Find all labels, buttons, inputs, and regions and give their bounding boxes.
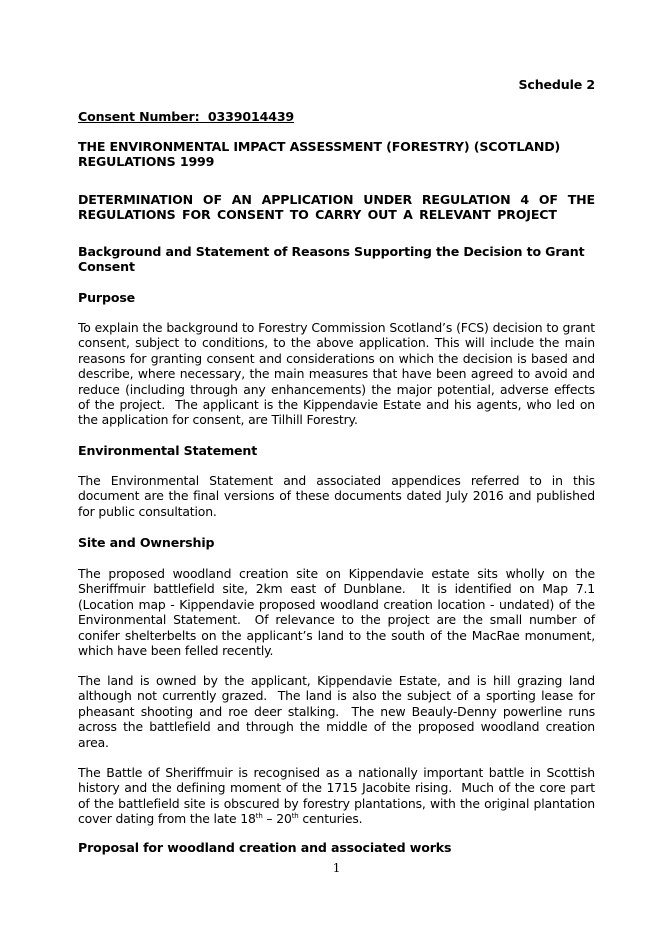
section-heading-site-ownership: Site and Ownership <box>78 535 215 550</box>
section-heading-purpose: Purpose <box>78 290 136 305</box>
background-heading: Background and Statement of Reasons Supporting the Decision to Grant Consent <box>78 244 585 275</box>
superscript-th-1: th <box>255 812 263 821</box>
battle-text-middle: – 20 <box>262 811 292 827</box>
section-heading-proposal: Proposal for woodland creation and associated works <box>78 840 452 855</box>
battle-text-after: centuries. <box>298 811 363 827</box>
superscript-th-2: th <box>291 812 299 821</box>
environmental-statement-paragraph: The Environmental Statement and associated appendices referred to in this document are the final versions of these documents dated July 2016 and published for public consultation. <box>78 473 595 519</box>
site-paragraph-3 <box>78 765 599 827</box>
purpose-paragraph: To explain the background to Forestry Commission Scotland’s (FCS) decision to grant consent, subject to conditions, to the above application. This will include the main reasons for granting consent and considerations on which the decision is based and describe, where necessary, the main measures that have been agreed to avoid and reduce (including through any enhancements) the major potential, adverse effects of the project. The applicant is the Kippendavie Estate and his agents, who led on the application for consent, are Tilhill Forestry. <box>78 320 599 428</box>
regulations-title: THE ENVIRONMENTAL IMPACT ASSESSMENT (FORESTRY) (SCOTLAND) REGULATIONS 1999 <box>78 139 561 170</box>
schedule-label: Schedule 2 <box>518 77 595 92</box>
page-number: 1 <box>332 861 341 875</box>
determination-title: DETERMINATION OF AN APPLICATION UNDER REGULATION 4 OF THE REGULATIONS FOR CONSENT TO CARRY OUT A RELEVANT PROJECT <box>78 192 595 223</box>
section-heading-environmental-statement: Environmental Statement <box>78 443 258 458</box>
battle-text-before: The Battle of Sheriffmuir is recognised as a nationally important battle in Scottish history and the defining moment of the 1715 Jacobite rising. Much of the core part of the battlefield site is obscured by forestry plantations, with the original plantation cover dating from the late 18 <box>78 765 599 827</box>
site-paragraph-2: The land is owned by the applicant, Kippendavie Estate, and is hill grazing land although not currently grazed. The land is also the subject of a sporting lease for pheasant shooting and roe deer stalking. The new Beauly-Denny powerline runs across the battlefield and through the middle of the proposed woodland creation area. <box>78 673 599 750</box>
site-paragraph-1: The proposed woodland creation site on Kippendavie estate sits wholly on the Sheriffmuir battlefield site, 2km east of Dunblane. It is identified on Map 7.1 (Location map - Kippendavie proposed woodland creation location - undated) of the Environmental Statement. Of relevance to the project are the small number of conifer shelterbelts on the applicant’s land to the south of the MacRae monument, which have been felled recently. <box>78 566 599 659</box>
consent-number: Consent Number: 0339014439 <box>78 109 295 124</box>
